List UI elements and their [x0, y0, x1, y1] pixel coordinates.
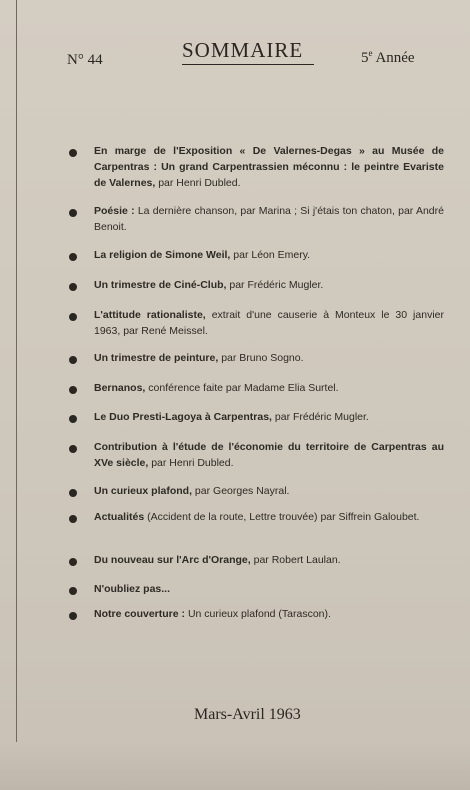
toc-entry-author: extrait d'une causerie à Monteux le 30 janvier 1963, par René Meissel.	[94, 309, 444, 337]
toc-entry-title: Un curieux plafond,	[94, 485, 193, 497]
bullet-icon	[69, 149, 77, 157]
toc-entry-author: Un curieux plafond (Tarascon).	[185, 608, 331, 620]
toc-entry-title: Poésie :	[94, 205, 135, 217]
bullet-icon	[69, 558, 77, 566]
toc-entry-author: par Bruno Sogno.	[218, 352, 304, 364]
toc-entry	[94, 247, 444, 263]
toc-entry-title: Le Duo Presti-Lagoya à Carpentras,	[94, 411, 272, 423]
page-title: SOMMAIRE	[182, 38, 304, 62]
toc-entry	[94, 509, 444, 525]
bullet-icon	[69, 386, 77, 394]
toc-entry	[94, 350, 444, 366]
toc-entry-title: Du nouveau sur l'Arc d'Orange,	[94, 554, 251, 566]
toc-entry-author: conférence faite par Madame Elia Surtel.	[145, 382, 339, 394]
toc-entry	[94, 143, 444, 191]
page-shadow	[0, 742, 470, 790]
toc-entry-author: par Henri Dubled.	[148, 457, 234, 469]
year-word: Année	[375, 50, 415, 66]
bullet-icon	[69, 253, 77, 261]
toc-entry-title: Un trimestre de Ciné-Club,	[94, 279, 227, 291]
year-suffix: e	[368, 48, 373, 58]
toc-entry	[94, 380, 444, 396]
margin-line	[16, 0, 17, 742]
toc-entry-title: La religion de Simone Weil,	[94, 249, 231, 261]
toc-entry-author: par Frédéric Mugler.	[226, 279, 324, 291]
toc-entry-title: N'oubliez pas...	[94, 583, 171, 595]
bullet-icon	[69, 612, 77, 620]
toc-entry	[94, 277, 444, 293]
bullet-icon	[69, 515, 77, 523]
bullet-icon	[69, 587, 77, 595]
toc-entry	[94, 606, 444, 622]
toc-entry-author: par Robert Laulan.	[250, 554, 341, 566]
toc-entry-title: Bernanos,	[94, 382, 146, 394]
toc-entry	[94, 439, 444, 471]
bullet-icon	[69, 445, 77, 453]
toc-entry	[94, 581, 444, 597]
toc-entry-title: Un trimestre de peinture,	[94, 352, 219, 364]
issue-date: Mars-Avril 1963	[194, 706, 301, 723]
toc-entry-title: Actualités	[94, 511, 145, 523]
bullet-icon	[69, 283, 77, 291]
toc-entry-author: par Frédéric Mugler.	[271, 411, 369, 423]
year-label	[361, 48, 415, 67]
toc-entry	[94, 483, 444, 499]
toc-entry-author: par Henri Dubled.	[155, 177, 241, 189]
bullet-icon	[69, 489, 77, 497]
toc-entry-title: En marge de l'Exposition « De Valernes-Degas » au Musée de Carpentras : Un grand Carpentrassien méconnu : le peintre Evariste de Valernes,	[94, 145, 444, 189]
toc-entry-author: par Georges Nayral.	[192, 485, 290, 497]
bullet-icon	[69, 415, 77, 423]
toc-entry-title: Notre couverture :	[94, 608, 186, 620]
toc-entry	[94, 409, 444, 425]
toc-entry	[94, 552, 444, 568]
title-underline	[182, 64, 314, 65]
toc-entry	[94, 307, 444, 339]
toc-entry	[94, 203, 444, 235]
toc-entry-title: Contribution à l'étude de l'économie du territoire de Carpentras au XVe siècle,	[94, 441, 444, 469]
toc-entry-author: (Accident de la route, Lettre trouvée) par Siffrein Galoubet.	[144, 511, 420, 523]
toc-entry-author: La dernière chanson, par Marina ; Si j'étais ton chaton, par André Benoit.	[94, 205, 444, 233]
toc-entry-author: par Léon Emery.	[230, 249, 311, 261]
bullet-icon	[69, 209, 77, 217]
toc-entry-title: L'attitude rationaliste,	[94, 309, 206, 321]
bullet-icon	[69, 313, 77, 321]
bullet-icon	[69, 356, 77, 364]
year-number: 5	[361, 50, 369, 66]
issue-number: N° 44	[67, 52, 103, 68]
